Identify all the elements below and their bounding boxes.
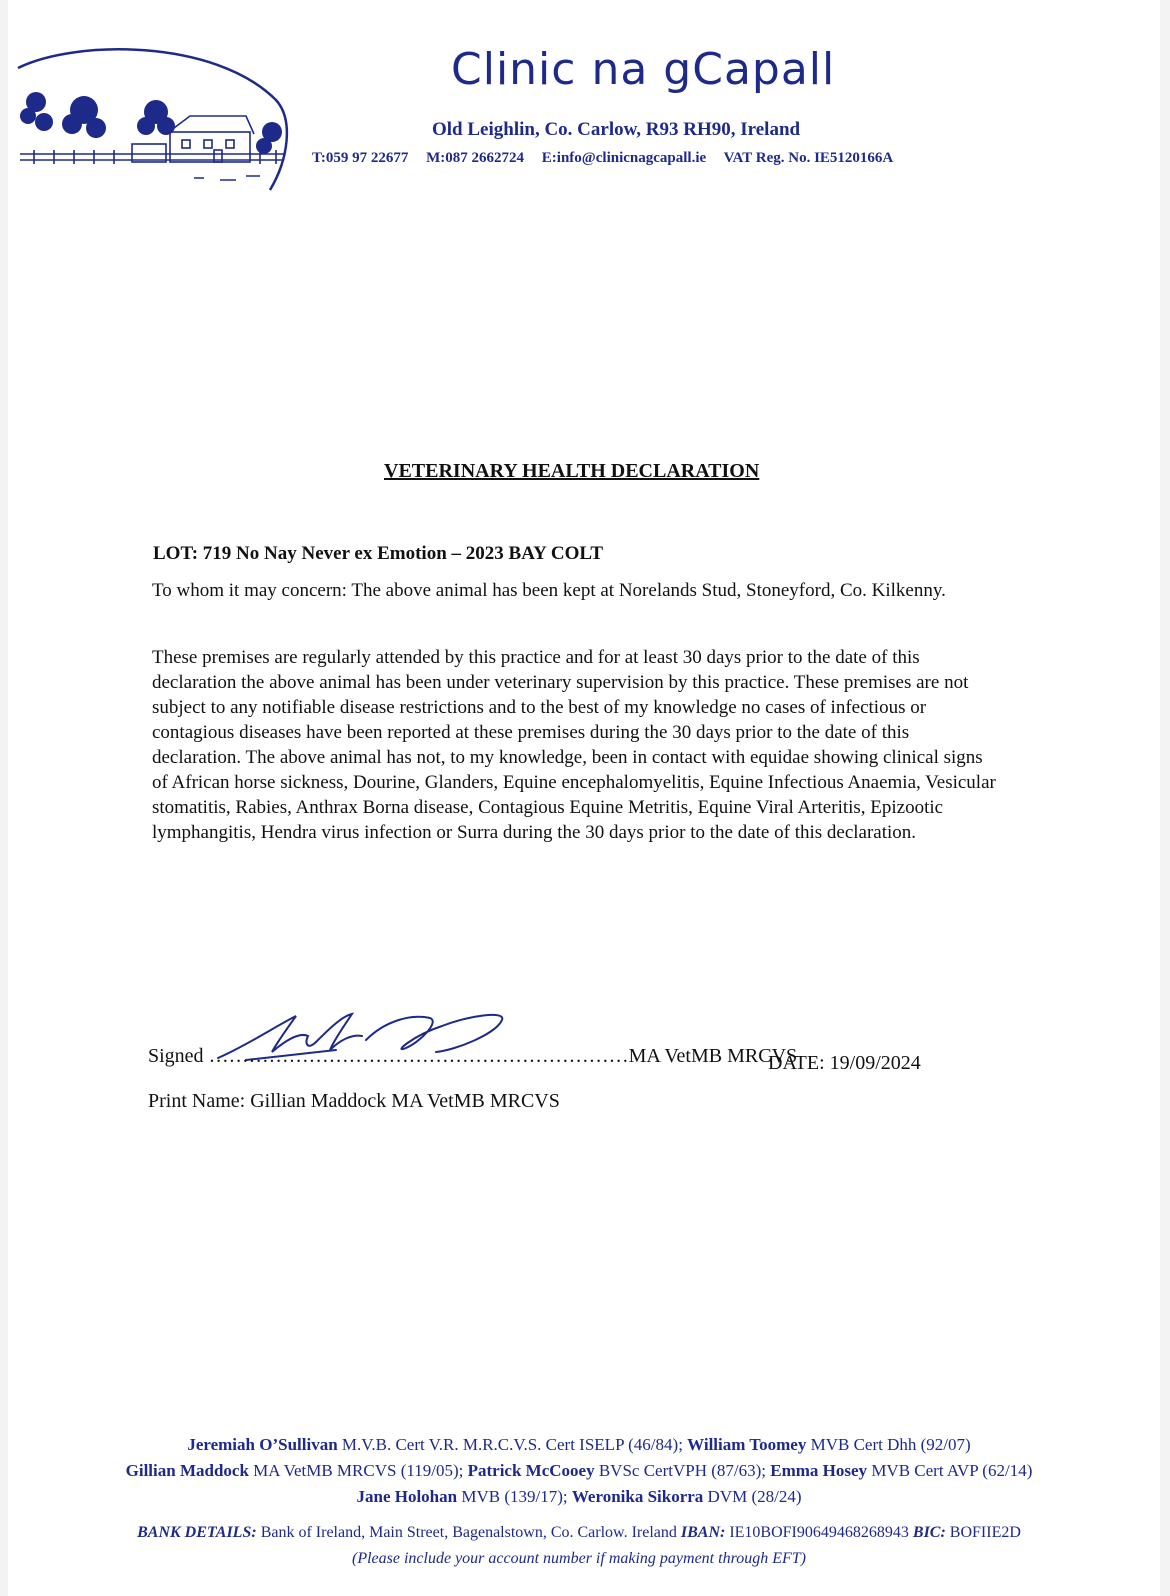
declaration-date: DATE: 19/09/2024 [768,1052,921,1074]
email-address: E:info@clinicnagcapall.ie [541,150,707,166]
declaration-title: VETERINARY HEALTH DECLARATION [384,460,760,482]
print-name: Print Name: Gillian Maddock MA VetMB MRCVS [148,1090,560,1112]
lot-heading: LOT: 719 No Nay Never ex Emotion – 2023 BAY COLT [153,543,604,564]
staff-quals: BVSc CertVPH (87/63); [594,1461,771,1480]
clinic-name: Clinic na gCapall [451,44,836,95]
signature-line [148,1045,797,1068]
staff-quals: MVB (139/17); [457,1487,572,1506]
concern-paragraph: To whom it may concern: The above animal has been kept at Norelands Stud, Stoneyford, Co. Kilkenny. [152,580,946,601]
staff-quals: DVM (28/24) [703,1487,802,1506]
staff-quals: M.V.B. Cert V.R. M.R.C.V.S. Cert ISELP (46/84); [337,1435,688,1454]
bank-label: BANK DETAILS: [137,1524,257,1541]
contact-line [312,150,907,167]
clinic-logo-drawing [14,40,294,192]
declaration-paragraph: These premises are regularly attended by this practice and for at least 30 days prior to the date of this declaration the above animal has been under veterinary supervision by this practice. These premises are not subject to any notifiable disease restrictions and to the best of my knowledge no cases of infectious or contagious diseases have been reported at these premises during the 30 days prior to the date of this declaration. The above animal has not, to my knowledge, been in contact with equidae showing clinical signs of African horse sickness, Dourine, Glanders, Equine encephalomyelitis, Equine Infectious Anaemia, Vesicular stomatitis, Rabies, Anthrax Borna disease, Contagious Equine Metritis, Equine Viral Arteritis, Epizootic lymphangitis, Hendra virus infection or Surra during the 30 days prior to the date of this declaration. [152,647,996,843]
payment-note: (Please include your account number if making payment through EFT) [352,1550,806,1567]
signed-label: Signed [148,1045,204,1067]
staff-quals: MVB Cert Dhh (92/07) [806,1435,971,1454]
staff-name: William Toomey [687,1435,807,1454]
staff-name: Emma Hosey [770,1461,868,1480]
staff-name: Gillian Maddock [125,1461,249,1480]
bic-label: BIC: [912,1524,946,1541]
bank-info: Bank of Ireland, Main Street, Bagenalstown, Co. Carlow. Ireland [256,1524,681,1541]
iban-label: IBAN: [680,1524,726,1541]
bic-value: BOFIIE2D [945,1524,1021,1541]
staff-line-2 [98,1458,1060,1483]
staff-quals: MVB Cert AVP (62/14) [867,1461,1033,1480]
vat-number: VAT Reg. No. IE5120166A [723,150,894,166]
staff-name: Patrick McCooey [467,1461,595,1480]
mobile-number: M:087 2662724 [426,150,525,166]
staff-quals: MA VetMB MRCVS (119/05); [248,1461,468,1480]
staff-line-3 [98,1484,1060,1509]
clinic-address: Old Leighlin, Co. Carlow, R93 RH90, Ireland [432,119,801,140]
document-page [8,0,1160,1596]
bank-details [98,1524,1060,1542]
staff-name: Jane Holohan [356,1487,458,1506]
signer-qualification: MA VetMB MRCVS [628,1045,798,1067]
phone-number: T:059 97 22677 [312,150,409,166]
staff-name: Weronika Sikorra [571,1487,704,1506]
staff-name: Jeremiah O’Sullivan [187,1435,338,1454]
iban-value: IE10BOFI90649468268943 [725,1524,913,1541]
staff-line-1 [98,1432,1060,1457]
signature-dots: ……………………………………………………… [208,1045,629,1067]
